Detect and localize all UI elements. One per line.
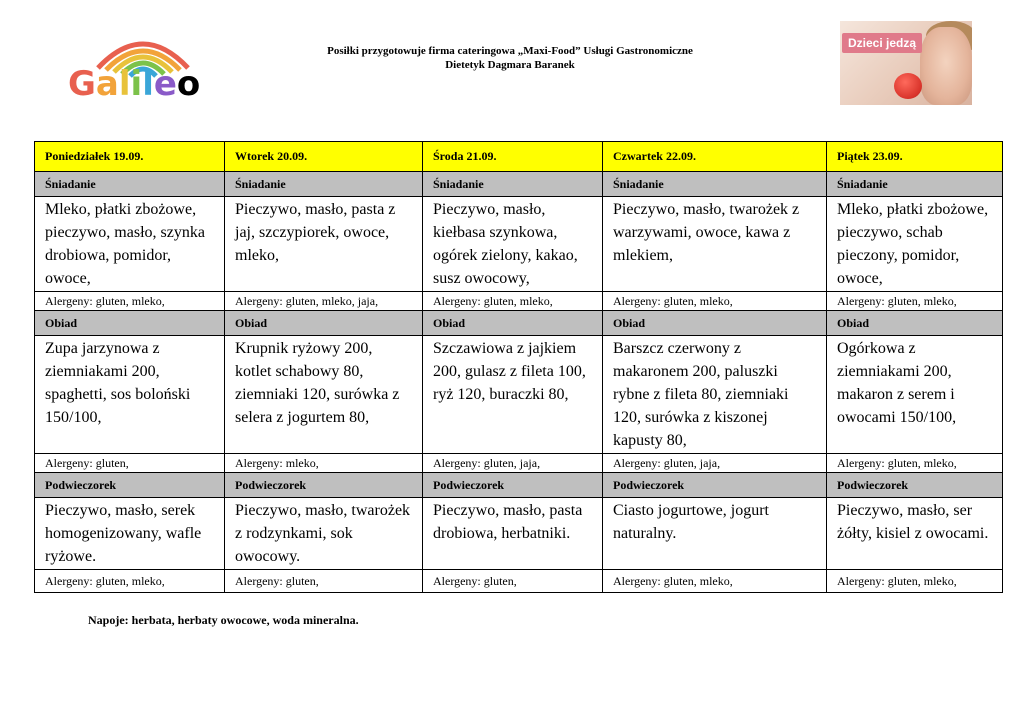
meal-label: Podwieczorek (827, 473, 1003, 498)
menu-item: Pieczywo, masło, pasta z jaj, szczypiorek, owoce, mleko, (225, 197, 423, 292)
menu-item: Pieczywo, masło, ser żółty, kisiel z owocami. (827, 498, 1003, 570)
menu-item: Barszcz czerwony z makaronem 200, paluszki rybne z fileta 80, ziemniaki 120, surówka z kiszonej kapusty 80, (603, 336, 827, 454)
allergen-note: Alergeny: gluten, mleko, (603, 570, 827, 593)
allergen-note: Alergeny: gluten, mleko, (827, 292, 1003, 311)
allergen-note: Alergeny: gluten, jaja, (603, 454, 827, 473)
meal-label: Podwieczorek (225, 473, 423, 498)
allergen-note: Alergeny: gluten, mleko, (603, 292, 827, 311)
lunch-header-row (35, 311, 1003, 336)
meal-label: Podwieczorek (35, 473, 225, 498)
snack-allergens-row (35, 570, 1003, 593)
photo-face (920, 27, 972, 105)
day-header: Środa 21.09. (423, 142, 603, 172)
meal-label: Śniadanie (423, 172, 603, 197)
menu-item: Ogórkowa z ziemniakami 200, makaron z serem i owocami 150/100, (827, 336, 1003, 454)
meal-label: Obiad (603, 311, 827, 336)
meal-label: Podwieczorek (603, 473, 827, 498)
header-line-catering: Posiłki przygotowuje firma cateringowa „Maxi-Food” Usługi Gastronomiczne (327, 45, 693, 57)
day-header: Piątek 23.09. (827, 142, 1003, 172)
allergen-note: Alergeny: gluten, mleko, (827, 570, 1003, 593)
allergen-note: Alergeny: gluten, mleko, (35, 570, 225, 593)
meal-label: Obiad (225, 311, 423, 336)
meal-label: Śniadanie (827, 172, 1003, 197)
day-header: Poniedziałek 19.09. (35, 142, 225, 172)
menu-item: Pieczywo, masło, pasta drobiowa, herbatniki. (423, 498, 603, 570)
allergen-note: Alergeny: gluten, mleko, (35, 292, 225, 311)
menu-item: Mleko, płatki zbożowe, pieczywo, masło, szynka drobiowa, pomidor, owoce, (35, 197, 225, 292)
apple-icon (894, 73, 922, 99)
menu-item: Ciasto jogurtowe, jogurt naturalny. (603, 498, 827, 570)
lunch-allergens-row (35, 454, 1003, 473)
meal-label: Obiad (827, 311, 1003, 336)
snack-header-row (35, 473, 1003, 498)
breakfast-header-row (35, 172, 1003, 197)
header-line-dietitian: Dietetyk Dagmara Baranek (445, 59, 575, 71)
menu-item: Szczawiowa z jajkiem 200, gulasz z fileta 100, ryż 120, buraczki 80, (423, 336, 603, 454)
meal-label: Obiad (35, 311, 225, 336)
day-header: Wtorek 20.09. (225, 142, 423, 172)
allergen-note: Alergeny: gluten, mleko, jaja, (225, 292, 423, 311)
day-header: Czwartek 22.09. (603, 142, 827, 172)
menu-item: Pieczywo, masło, serek homogenizowany, wafle ryżowe. (35, 498, 225, 570)
menu-item: Krupnik ryżowy 200, kotlet schabowy 80, ziemniaki 120, surówka z selera z jogurtem 80, (225, 336, 423, 454)
galileo-logo (68, 28, 218, 106)
allergen-note: Alergeny: gluten, (423, 570, 603, 593)
days-row (35, 142, 1003, 172)
meal-label: Śniadanie (35, 172, 225, 197)
catering-header (230, 44, 790, 72)
lunch-items-row (35, 336, 1003, 454)
allergen-note: Alergeny: gluten, mleko, (423, 292, 603, 311)
child-eating-photo (840, 21, 972, 105)
photo-badge: Dzieci jedzą (842, 33, 922, 53)
menu-item: Zupa jarzynowa z ziemniakami 200, spaghetti, sos boloński 150/100, (35, 336, 225, 454)
meal-label: Podwieczorek (423, 473, 603, 498)
menu-item: Mleko, płatki zbożowe, pieczywo, schab pieczony, pomidor, owoce, (827, 197, 1003, 292)
weekly-menu-table (34, 141, 1003, 593)
allergen-note: Alergeny: mleko, (225, 454, 423, 473)
breakfast-items-row (35, 197, 1003, 292)
drinks-note: Napoje: herbata, herbaty owocowe, woda mineralna. (88, 613, 359, 627)
menu-item: Pieczywo, masło, twarożek z warzywami, owoce, kawa z mlekiem, (603, 197, 827, 292)
meal-label: Śniadanie (603, 172, 827, 197)
menu-item: Pieczywo, masło, twarożek z rodzynkami, sok owocowy. (225, 498, 423, 570)
snack-items-row (35, 498, 1003, 570)
meal-label: Śniadanie (225, 172, 423, 197)
breakfast-allergens-row (35, 292, 1003, 311)
allergen-note: Alergeny: gluten, (225, 570, 423, 593)
allergen-note: Alergeny: gluten, jaja, (423, 454, 603, 473)
menu-item: Pieczywo, masło, kiełbasa szynkowa, ogórek zielony, kakao, susz owocowy, (423, 197, 603, 292)
allergen-note: Alergeny: gluten, (35, 454, 225, 473)
logo-wordmark: Galileo (68, 64, 201, 104)
allergen-note: Alergeny: gluten, mleko, (827, 454, 1003, 473)
meal-label: Obiad (423, 311, 603, 336)
